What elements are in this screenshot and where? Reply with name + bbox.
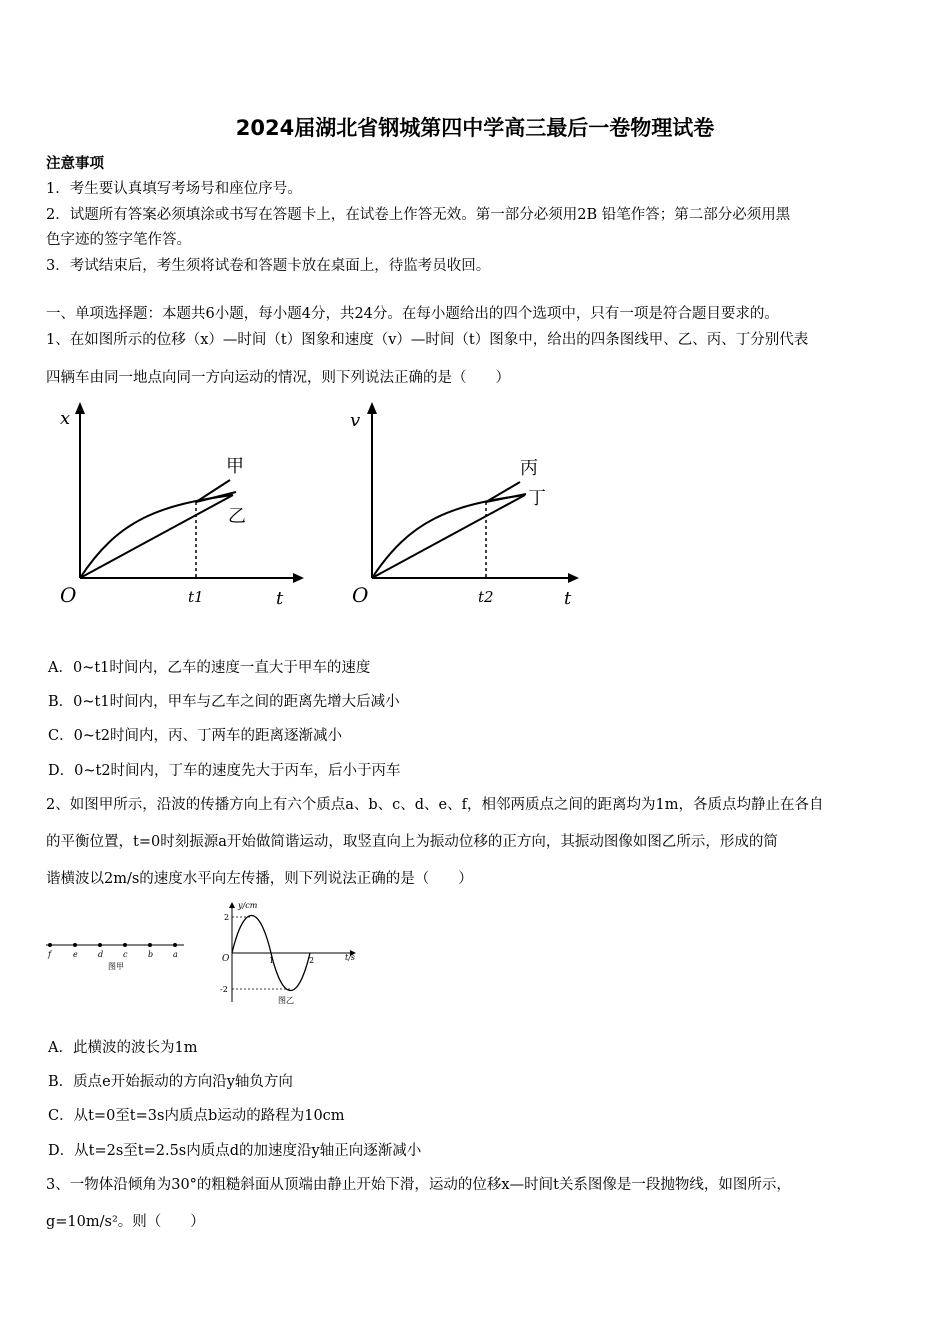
q2-option-d: D．从t=2s至t=2.5s内质点d的加速度沿y轴正向逐渐减小 (48, 1143, 422, 1159)
q2-y-axis-label: y/cm (238, 901, 258, 910)
q2-stem-line2: 的平衡位置，t=0时刻振源a开始做简谐运动，取竖直向上为振动位移的正方向，其振动图像如图乙所示，形成的简 (46, 834, 778, 850)
q1-left-x-axis-label: t (276, 588, 284, 609)
q1-curve-ding: 丁 (528, 488, 546, 509)
q2-stem-line1: 2、如图甲所示，沿波的传播方向上有六个质点a、b、c、d、e、f，相邻两质点之间的距离均为1m，各质点均静止在各自 (46, 797, 824, 813)
q2-fig-jia-caption: 图甲 (108, 962, 124, 971)
q2-tick-1: 1 (269, 956, 275, 965)
q2-origin: O (222, 954, 230, 964)
q2-option-b: B．质点e开始振动的方向沿y轴负方向 (48, 1074, 293, 1090)
q1-stem-line2: 四辆车由同一地点向同一方向运动的情况，则下列说法正确的是（ ） (46, 370, 510, 386)
q2-point-d: d (98, 950, 104, 959)
q2-point-a: a (173, 950, 178, 959)
q1-right-tick: t2 (478, 588, 494, 606)
q3-stem-line1: 3、一物体沿倾角为30°的粗糙斜面从顶端由静止开始下滑，运动的位移x—时间t关系图像是一段抛物线，如图所示， (46, 1177, 791, 1193)
q1-option-d: D．0~t2时间内，丁车的速度先大于丙车，后小于丙车 (48, 763, 401, 779)
q1-vt-graph (340, 400, 600, 610)
notice-heading: 注意事项 (46, 155, 104, 172)
q1-curve-yi: 乙 (228, 506, 246, 527)
q2-x-axis-label: t/s (345, 953, 356, 962)
q1-right-origin: O (352, 583, 369, 607)
q1-curve-jia: 甲 (226, 456, 244, 477)
notice-item-2: 2．试题所有答案必须填涂或书写在答题卡上，在试卷上作答无效。第一部分必须用2B 铅笔作答；第二部分必须用黑 (46, 207, 791, 223)
q2-point-e: e (73, 950, 78, 959)
notice-item-2-cont: 色字迹的签字笔作答。 (46, 232, 191, 248)
q2-option-c: C．从t=0至t=3s内质点b运动的路程为10cm (48, 1108, 345, 1124)
q1-left-y-axis-label: x (60, 408, 71, 429)
page-title: 2024届湖北省钢城第四中学高三最后一卷物理试卷 (235, 116, 715, 140)
q2-tick-2: 2 (309, 956, 315, 965)
q2-point-b: b (148, 950, 154, 959)
q1-xt-graph (48, 400, 308, 610)
q2-point-c: c (123, 950, 128, 959)
q1-stem-line1: 1、在如图所示的位移（x）—时间（t）图象和速度（v）—时间（t）图象中，给出的四条图线甲、乙、丙、丁分别代表 (46, 332, 809, 348)
q1-right-x-axis-label: t (564, 588, 572, 609)
q2-point-f: f (48, 950, 51, 959)
q1-right-y-axis-label: v (350, 410, 361, 431)
q2-y-max: 2 (224, 913, 230, 922)
q1-left-origin: O (60, 583, 77, 607)
q3-stem-line2: g=10m/s²。则（ ） (46, 1214, 205, 1230)
q2-fig-jia (44, 935, 189, 975)
q1-option-a: A．0~t1时间内，乙车的速度一直大于甲车的速度 (48, 660, 371, 676)
q1-left-tick: t1 (188, 588, 204, 606)
q2-y-min: -2 (220, 985, 228, 994)
notice-item-3: 3．考试结束后，考生须将试卷和答题卡放在桌面上，待监考员收回。 (46, 258, 491, 274)
q2-stem-line3: 谐横波以2m/s的速度水平向左传播，则下列说法正确的是（ ） (46, 871, 473, 887)
section-heading: 一、单项选择题：本题共6小题，每小题4分，共24分。在每小题给出的四个选项中，只有一项是符合题目要求的。 (46, 306, 779, 322)
q2-fig-yi (214, 898, 364, 1010)
notice-item-1: 1．考生要认真填写考场号和座位序号。 (46, 181, 302, 197)
q1-option-c: C．0~t2时间内，丙、丁两车的距离逐渐减小 (48, 728, 343, 744)
q1-curve-bing: 丙 (520, 458, 538, 479)
q2-fig-yi-caption: 图乙 (278, 996, 294, 1005)
q1-option-b: B．0~t1时间内，甲车与乙车之间的距离先增大后减小 (48, 694, 400, 710)
q2-option-a: A．此横波的波长为1m (48, 1040, 198, 1056)
